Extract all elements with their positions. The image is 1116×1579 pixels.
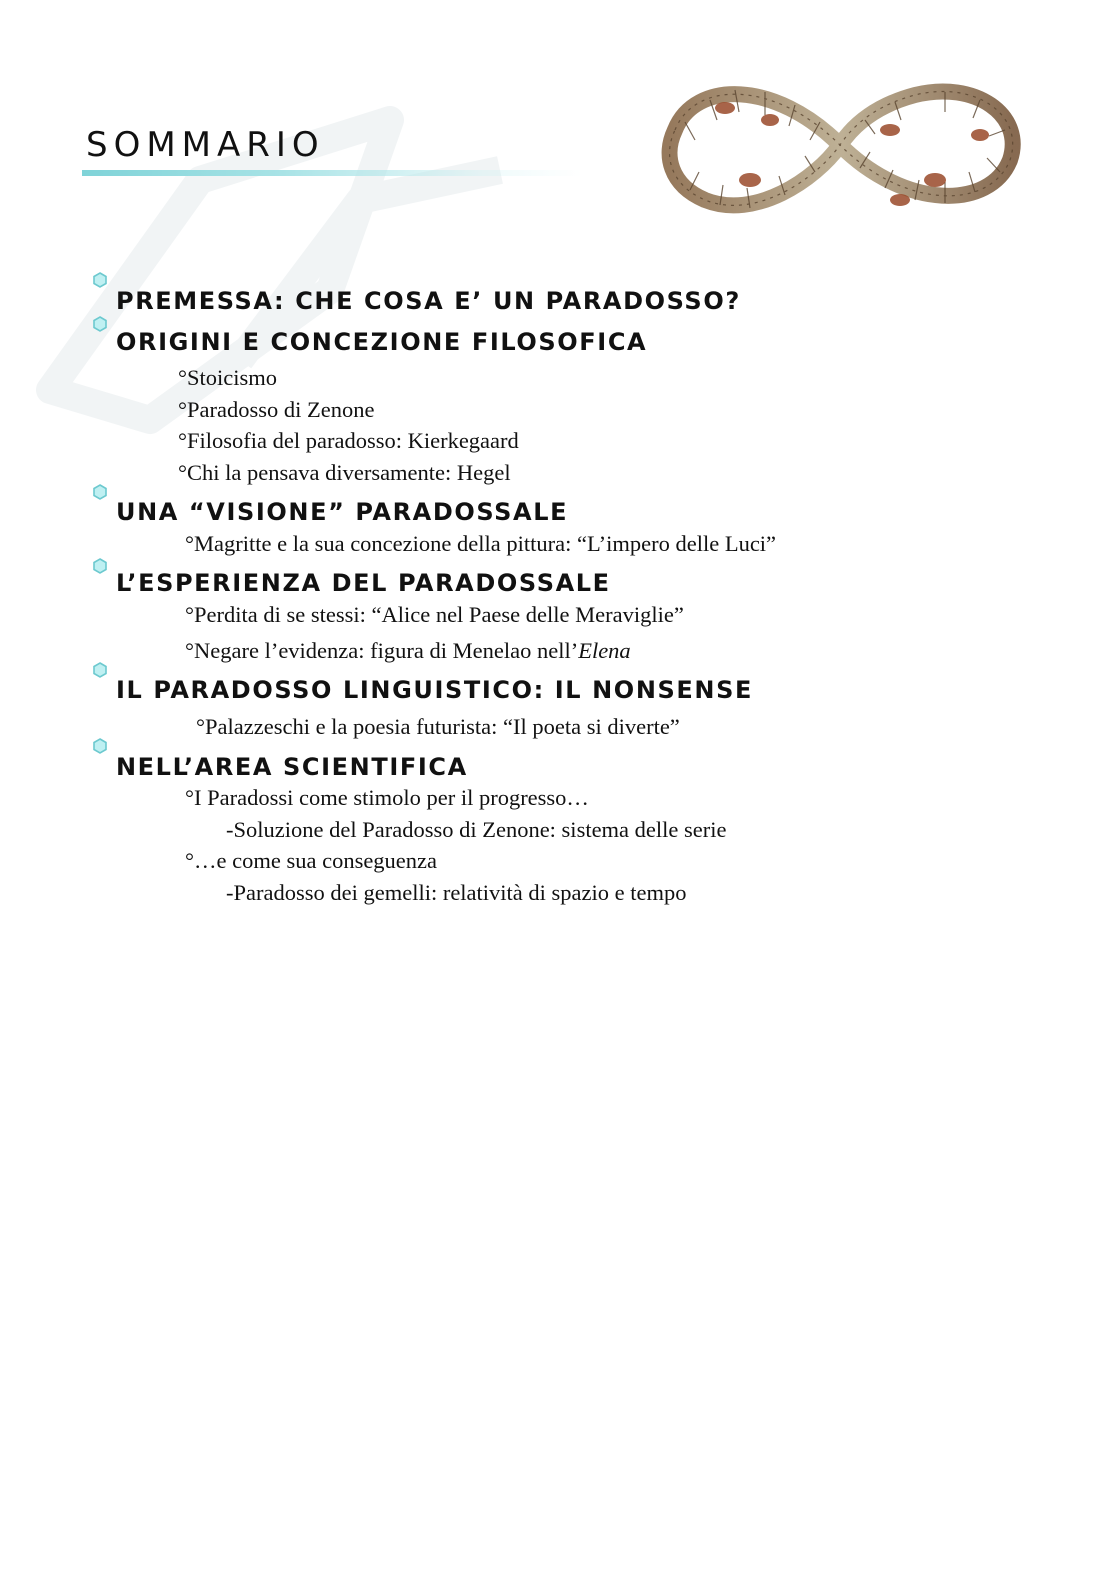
section-title: NELL’AREA SCIENTIFICA (116, 753, 468, 781)
section-title: UNA “VISIONE” PARADOSSALE (116, 498, 569, 526)
section-title: ORIGINI E CONCEZIONE FILOSOFICA (116, 328, 648, 356)
toc-item: °…e come sua conseguenza (185, 848, 438, 873)
toc-item: °Palazzeschi e la poesia futurista: “Il poeta si diverte” (196, 714, 680, 739)
toc-subitem: -Soluzione del Paradosso di Zenone: sistema delle serie (226, 817, 727, 842)
section-title: IL PARADOSSO LINGUISTICO: IL NONSENSE (116, 676, 753, 704)
hexagon-bullet-icon (92, 484, 108, 500)
toc-item: °Magritte e la sua concezione della pittura: “L’impero delle Luci” (185, 531, 777, 556)
hexagon-bullet-icon (92, 272, 108, 288)
toc-item-text: °Negare l’evidenza: figura di Menelao nell’ (185, 638, 579, 663)
section-title: PREMESSA: CHE COSA E’ UN PARADOSSO? (116, 287, 741, 315)
toc-item: °Perdita di se stessi: “Alice nel Paese delle Meraviglie” (185, 602, 684, 627)
hexagon-bullet-icon (92, 662, 108, 678)
toc-item: °Chi la pensava diversamente: Hegel (178, 460, 511, 485)
hexagon-bullet-icon (92, 738, 108, 754)
toc-item: °Stoicismo (178, 365, 278, 390)
toc-item-italic-title: Elena (578, 638, 631, 663)
toc-item: °Filosofia del paradosso: Kierkegaard (178, 428, 519, 453)
hexagon-bullet-icon (92, 558, 108, 574)
section-title: L’ESPERIENZA DEL PARADOSSALE (116, 569, 611, 597)
hexagon-bullet-icon (92, 316, 108, 332)
toc-item (185, 640, 631, 663)
toc-item: °I Paradossi come stimolo per il progresso… (185, 785, 589, 810)
toc-item: °Paradosso di Zenone (178, 397, 375, 422)
page-title: SOMMARIO (86, 125, 325, 165)
toc-subitem: -Paradosso dei gemelli: relatività di spazio e tempo (226, 880, 687, 905)
